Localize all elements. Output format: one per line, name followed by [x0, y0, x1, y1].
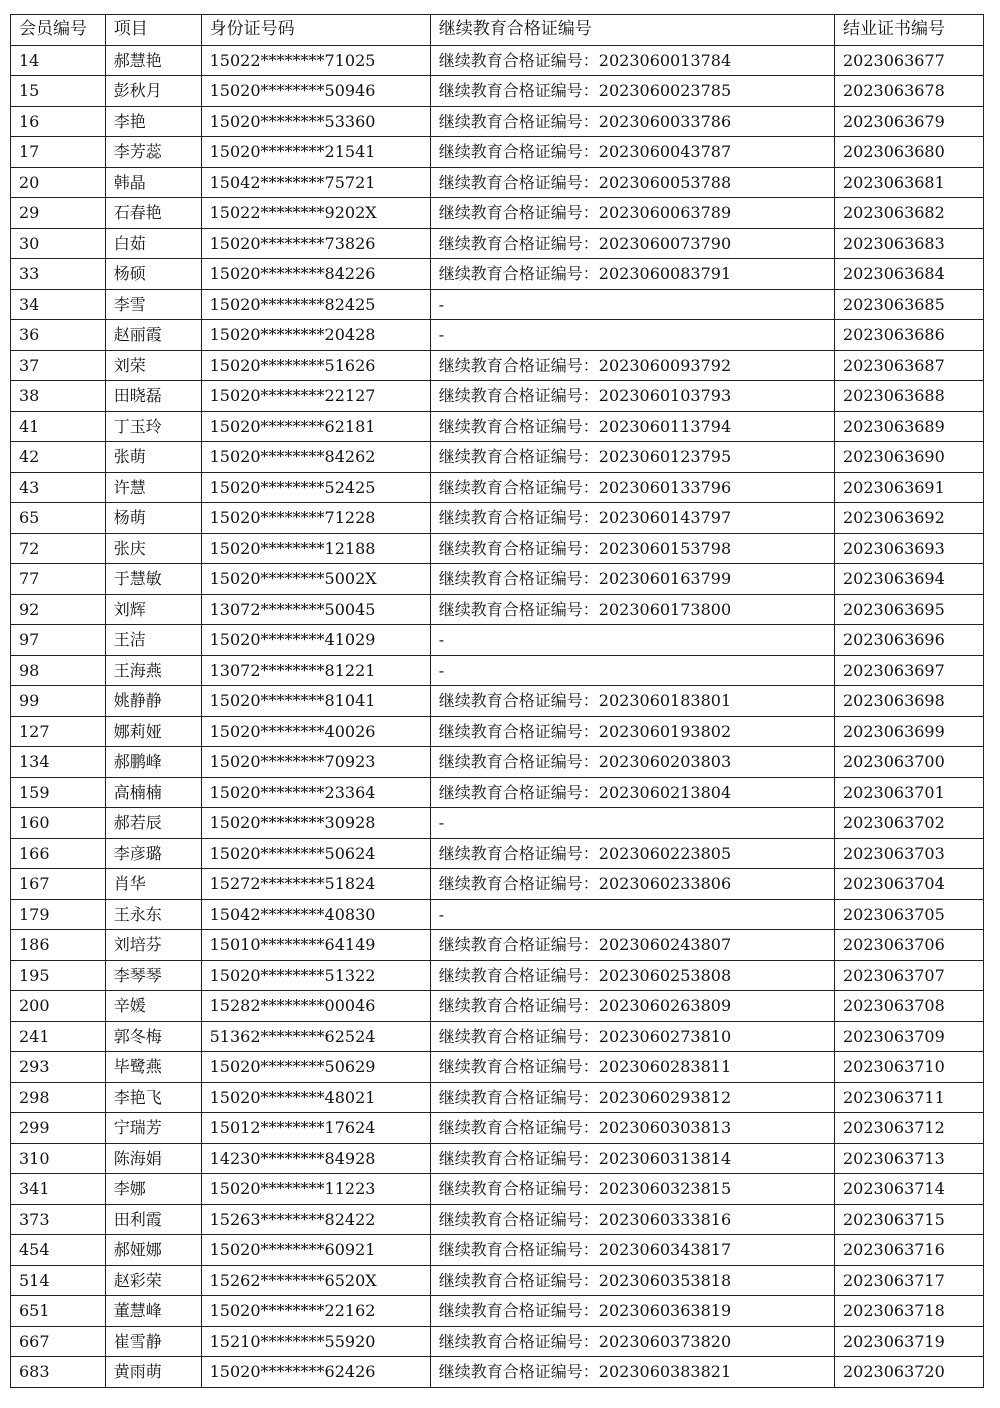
table-row [11, 442, 984, 473]
education-cert-cell: 继续教育合格证编号：2023060253808 [430, 960, 834, 991]
table-row [11, 594, 984, 625]
completion-cert-cell: 2023063713 [834, 1143, 983, 1174]
completion-cert-cell: 2023063699 [834, 716, 983, 747]
name-cell: 许慧 [105, 472, 201, 503]
education-cert-cell: 继续教育合格证编号：2023060133796 [430, 472, 834, 503]
id-number-cell: 15020********53360 [201, 106, 430, 137]
table-row [11, 320, 984, 351]
table-row [11, 45, 984, 76]
education-cert-cell: 继续教育合格证编号：2023060033786 [430, 106, 834, 137]
table-row [11, 1082, 984, 1113]
education-cert-cell: 继续教育合格证编号：2023060203803 [430, 747, 834, 778]
id-number-cell: 15020********50946 [201, 76, 430, 107]
header-id-number: 身份证号码 [201, 15, 430, 46]
education-cert-cell: 继续教育合格证编号：2023060323815 [430, 1174, 834, 1205]
name-cell: 白茹 [105, 228, 201, 259]
id-number-cell: 15020********12188 [201, 533, 430, 564]
id-number-cell: 15020********41029 [201, 625, 430, 656]
member-id-cell: 186 [11, 930, 106, 961]
table-row [11, 1113, 984, 1144]
name-cell: 王海燕 [105, 655, 201, 686]
completion-cert-cell: 2023063687 [834, 350, 983, 381]
name-cell: 董慧峰 [105, 1296, 201, 1327]
member-id-cell: 454 [11, 1235, 106, 1266]
member-id-cell: 99 [11, 686, 106, 717]
table-row [11, 716, 984, 747]
id-number-cell: 15020********21541 [201, 137, 430, 168]
id-number-cell: 15020********60921 [201, 1235, 430, 1266]
completion-cert-cell: 2023063693 [834, 533, 983, 564]
table-row [11, 1021, 984, 1052]
id-number-cell: 15020********48021 [201, 1082, 430, 1113]
name-cell: 刘荣 [105, 350, 201, 381]
member-id-cell: 341 [11, 1174, 106, 1205]
member-id-cell: 166 [11, 838, 106, 869]
member-id-cell: 159 [11, 777, 106, 808]
id-number-cell: 15020********20428 [201, 320, 430, 351]
member-id-cell: 14 [11, 45, 106, 76]
education-cert-cell: 继续教育合格证编号：2023060063789 [430, 198, 834, 229]
id-number-cell: 15020********50629 [201, 1052, 430, 1083]
completion-cert-cell: 2023063708 [834, 991, 983, 1022]
table-row [11, 899, 984, 930]
completion-cert-cell: 2023063709 [834, 1021, 983, 1052]
table-row [11, 198, 984, 229]
completion-cert-cell: 2023063707 [834, 960, 983, 991]
id-number-cell: 15020********5002X [201, 564, 430, 595]
table-row [11, 228, 984, 259]
table-row [11, 76, 984, 107]
name-cell: 王洁 [105, 625, 201, 656]
completion-cert-cell: 2023063710 [834, 1052, 983, 1083]
id-number-cell: 15020********22162 [201, 1296, 430, 1327]
id-number-cell: 15020********52425 [201, 472, 430, 503]
name-cell: 肖华 [105, 869, 201, 900]
id-number-cell: 15020********22127 [201, 381, 430, 412]
education-cert-cell: 继续教育合格证编号：2023060283811 [430, 1052, 834, 1083]
member-id-cell: 72 [11, 533, 106, 564]
education-cert-cell: - [430, 808, 834, 839]
id-number-cell: 15020********82425 [201, 289, 430, 320]
table-row [11, 411, 984, 442]
id-number-cell: 15020********84226 [201, 259, 430, 290]
table-row [11, 564, 984, 595]
table-row [11, 1143, 984, 1174]
completion-cert-cell: 2023063682 [834, 198, 983, 229]
education-cert-cell: 继续教育合格证编号：2023060073790 [430, 228, 834, 259]
completion-cert-cell: 2023063702 [834, 808, 983, 839]
completion-cert-cell: 2023063680 [834, 137, 983, 168]
member-id-cell: 179 [11, 899, 106, 930]
member-id-cell: 65 [11, 503, 106, 534]
name-cell: 张庆 [105, 533, 201, 564]
id-number-cell: 15020********70923 [201, 747, 430, 778]
id-number-cell: 15020********62181 [201, 411, 430, 442]
education-cert-cell: 继续教育合格证编号：2023060193802 [430, 716, 834, 747]
education-cert-cell: - [430, 899, 834, 930]
member-id-cell: 38 [11, 381, 106, 412]
table-row [11, 350, 984, 381]
name-cell: 韩晶 [105, 167, 201, 198]
id-number-cell: 15010********64149 [201, 930, 430, 961]
table-row [11, 960, 984, 991]
table-row [11, 808, 984, 839]
completion-cert-cell: 2023063690 [834, 442, 983, 473]
header-completion-cert: 结业证书编号 [834, 15, 983, 46]
name-cell: 高楠楠 [105, 777, 201, 808]
education-cert-cell: 继续教育合格证编号：2023060173800 [430, 594, 834, 625]
completion-cert-cell: 2023063694 [834, 564, 983, 595]
id-number-cell: 15020********62426 [201, 1357, 430, 1388]
name-cell: 毕鹭燕 [105, 1052, 201, 1083]
id-number-cell: 15042********40830 [201, 899, 430, 930]
id-number-cell: 15020********51626 [201, 350, 430, 381]
education-cert-cell: 继续教育合格证编号：2023060163799 [430, 564, 834, 595]
table-row [11, 533, 984, 564]
table-row [11, 503, 984, 534]
member-id-cell: 667 [11, 1326, 106, 1357]
completion-cert-cell: 2023063712 [834, 1113, 983, 1144]
member-id-cell: 683 [11, 1357, 106, 1388]
completion-cert-cell: 2023063720 [834, 1357, 983, 1388]
name-cell: 郝慧艳 [105, 45, 201, 76]
table-row [11, 747, 984, 778]
education-cert-cell: 继续教育合格证编号：2023060113794 [430, 411, 834, 442]
member-id-cell: 92 [11, 594, 106, 625]
table-row [11, 930, 984, 961]
education-cert-cell: 继续教育合格证编号：2023060103793 [430, 381, 834, 412]
name-cell: 陈海娟 [105, 1143, 201, 1174]
education-cert-cell: - [430, 320, 834, 351]
name-cell: 赵丽霞 [105, 320, 201, 351]
education-cert-cell: - [430, 625, 834, 656]
name-cell: 张萌 [105, 442, 201, 473]
table-row [11, 655, 984, 686]
completion-cert-cell: 2023063691 [834, 472, 983, 503]
table-row [11, 1265, 984, 1296]
name-cell: 于慧敏 [105, 564, 201, 595]
name-cell: 李雪 [105, 289, 201, 320]
completion-cert-cell: 2023063714 [834, 1174, 983, 1205]
completion-cert-cell: 2023063695 [834, 594, 983, 625]
education-cert-cell: 继续教育合格证编号：2023060273810 [430, 1021, 834, 1052]
header-row [11, 15, 984, 46]
id-number-cell: 15020********40026 [201, 716, 430, 747]
completion-cert-cell: 2023063706 [834, 930, 983, 961]
name-cell: 宁瑞芳 [105, 1113, 201, 1144]
member-id-cell: 651 [11, 1296, 106, 1327]
education-cert-cell: 继续教育合格证编号：2023060053788 [430, 167, 834, 198]
education-cert-cell: 继续教育合格证编号：2023060343817 [430, 1235, 834, 1266]
member-id-cell: 36 [11, 320, 106, 351]
id-number-cell: 15020********51322 [201, 960, 430, 991]
name-cell: 郝鹏峰 [105, 747, 201, 778]
member-id-cell: 15 [11, 76, 106, 107]
table-row [11, 1174, 984, 1205]
id-number-cell: 15012********17624 [201, 1113, 430, 1144]
id-number-cell: 15020********11223 [201, 1174, 430, 1205]
name-cell: 刘培芬 [105, 930, 201, 961]
table-row [11, 1235, 984, 1266]
name-cell: 李艳 [105, 106, 201, 137]
table-row [11, 1204, 984, 1235]
id-number-cell: 15020********50624 [201, 838, 430, 869]
completion-cert-cell: 2023063719 [834, 1326, 983, 1357]
member-id-cell: 37 [11, 350, 106, 381]
completion-cert-cell: 2023063715 [834, 1204, 983, 1235]
completion-cert-cell: 2023063697 [834, 655, 983, 686]
member-id-cell: 97 [11, 625, 106, 656]
id-number-cell: 15042********75721 [201, 167, 430, 198]
table-row [11, 777, 984, 808]
completion-cert-cell: 2023063681 [834, 167, 983, 198]
id-number-cell: 15020********73826 [201, 228, 430, 259]
completion-cert-cell: 2023063686 [834, 320, 983, 351]
education-cert-cell: 继续教育合格证编号：2023060383821 [430, 1357, 834, 1388]
member-id-cell: 34 [11, 289, 106, 320]
member-id-cell: 30 [11, 228, 106, 259]
completion-cert-cell: 2023063684 [834, 259, 983, 290]
header-education-cert: 继续教育合格证编号 [430, 15, 834, 46]
member-id-cell: 200 [11, 991, 106, 1022]
completion-cert-cell: 2023063689 [834, 411, 983, 442]
completion-cert-cell: 2023063704 [834, 869, 983, 900]
name-cell: 郝若辰 [105, 808, 201, 839]
completion-cert-cell: 2023063717 [834, 1265, 983, 1296]
completion-cert-cell: 2023063698 [834, 686, 983, 717]
education-cert-cell: 继续教育合格证编号：2023060293812 [430, 1082, 834, 1113]
table-row [11, 137, 984, 168]
member-id-cell: 17 [11, 137, 106, 168]
completion-cert-cell: 2023063688 [834, 381, 983, 412]
table-row [11, 167, 984, 198]
member-id-cell: 41 [11, 411, 106, 442]
id-number-cell: 15282********00046 [201, 991, 430, 1022]
member-id-cell: 299 [11, 1113, 106, 1144]
name-cell: 田晓磊 [105, 381, 201, 412]
id-number-cell: 14230********84928 [201, 1143, 430, 1174]
name-cell: 刘辉 [105, 594, 201, 625]
id-number-cell: 51362********62524 [201, 1021, 430, 1052]
education-cert-cell: 继续教育合格证编号：2023060363819 [430, 1296, 834, 1327]
name-cell: 李彦璐 [105, 838, 201, 869]
table-row [11, 289, 984, 320]
id-number-cell: 15272********51824 [201, 869, 430, 900]
member-id-cell: 29 [11, 198, 106, 229]
member-id-cell: 167 [11, 869, 106, 900]
member-id-cell: 127 [11, 716, 106, 747]
certificate-table [10, 14, 984, 1388]
education-cert-cell: 继续教育合格证编号：2023060043787 [430, 137, 834, 168]
table-row [11, 838, 984, 869]
completion-cert-cell: 2023063703 [834, 838, 983, 869]
member-id-cell: 16 [11, 106, 106, 137]
member-id-cell: 310 [11, 1143, 106, 1174]
id-number-cell: 15263********82422 [201, 1204, 430, 1235]
table-row [11, 1357, 984, 1388]
id-number-cell: 15022********9202X [201, 198, 430, 229]
id-number-cell: 15020********30928 [201, 808, 430, 839]
completion-cert-cell: 2023063685 [834, 289, 983, 320]
name-cell: 彭秋月 [105, 76, 201, 107]
name-cell: 黄雨萌 [105, 1357, 201, 1388]
education-cert-cell: 继续教育合格证编号：2023060093792 [430, 350, 834, 381]
education-cert-cell: 继续教育合格证编号：2023060353818 [430, 1265, 834, 1296]
member-id-cell: 42 [11, 442, 106, 473]
table-row [11, 991, 984, 1022]
completion-cert-cell: 2023063679 [834, 106, 983, 137]
table-row [11, 381, 984, 412]
table-row [11, 625, 984, 656]
education-cert-cell: 继续教育合格证编号：2023060263809 [430, 991, 834, 1022]
member-id-cell: 373 [11, 1204, 106, 1235]
completion-cert-cell: 2023063692 [834, 503, 983, 534]
education-cert-cell: 继续教育合格证编号：2023060223805 [430, 838, 834, 869]
name-cell: 王永东 [105, 899, 201, 930]
education-cert-cell: 继续教育合格证编号：2023060213804 [430, 777, 834, 808]
member-id-cell: 134 [11, 747, 106, 778]
education-cert-cell: 继续教育合格证编号：2023060083791 [430, 259, 834, 290]
name-cell: 郭冬梅 [105, 1021, 201, 1052]
member-id-cell: 20 [11, 167, 106, 198]
education-cert-cell: 继续教育合格证编号：2023060143797 [430, 503, 834, 534]
completion-cert-cell: 2023063718 [834, 1296, 983, 1327]
education-cert-cell: 继续教育合格证编号：2023060303813 [430, 1113, 834, 1144]
table-row [11, 472, 984, 503]
table-row [11, 106, 984, 137]
completion-cert-cell: 2023063683 [834, 228, 983, 259]
member-id-cell: 43 [11, 472, 106, 503]
name-cell: 李芳蕊 [105, 137, 201, 168]
header-item: 项目 [105, 15, 201, 46]
completion-cert-cell: 2023063716 [834, 1235, 983, 1266]
education-cert-cell: 继续教育合格证编号：2023060243807 [430, 930, 834, 961]
education-cert-cell: 继续教育合格证编号：2023060023785 [430, 76, 834, 107]
education-cert-cell: - [430, 655, 834, 686]
table-row [11, 686, 984, 717]
table-row [11, 1326, 984, 1357]
name-cell: 姚静静 [105, 686, 201, 717]
name-cell: 崔雪静 [105, 1326, 201, 1357]
id-number-cell: 13072********50045 [201, 594, 430, 625]
member-id-cell: 241 [11, 1021, 106, 1052]
member-id-cell: 77 [11, 564, 106, 595]
completion-cert-cell: 2023063696 [834, 625, 983, 656]
member-id-cell: 160 [11, 808, 106, 839]
name-cell: 赵彩荣 [105, 1265, 201, 1296]
education-cert-cell: 继续教育合格证编号：2023060013784 [430, 45, 834, 76]
name-cell: 辛媛 [105, 991, 201, 1022]
completion-cert-cell: 2023063701 [834, 777, 983, 808]
completion-cert-cell: 2023063700 [834, 747, 983, 778]
education-cert-cell: 继续教育合格证编号：2023060373820 [430, 1326, 834, 1357]
member-id-cell: 514 [11, 1265, 106, 1296]
completion-cert-cell: 2023063678 [834, 76, 983, 107]
completion-cert-cell: 2023063705 [834, 899, 983, 930]
education-cert-cell: 继续教育合格证编号：2023060313814 [430, 1143, 834, 1174]
header-member-id: 会员编号 [11, 15, 106, 46]
education-cert-cell: 继续教育合格证编号：2023060233806 [430, 869, 834, 900]
name-cell: 杨萌 [105, 503, 201, 534]
name-cell: 李琴琴 [105, 960, 201, 991]
table-row [11, 869, 984, 900]
id-number-cell: 15020********23364 [201, 777, 430, 808]
name-cell: 杨硕 [105, 259, 201, 290]
education-cert-cell: 继续教育合格证编号：2023060123795 [430, 442, 834, 473]
name-cell: 李艳飞 [105, 1082, 201, 1113]
completion-cert-cell: 2023063711 [834, 1082, 983, 1113]
table-row [11, 259, 984, 290]
id-number-cell: 13072********81221 [201, 655, 430, 686]
id-number-cell: 15262********6520X [201, 1265, 430, 1296]
id-number-cell: 15020********81041 [201, 686, 430, 717]
member-id-cell: 98 [11, 655, 106, 686]
education-cert-cell: 继续教育合格证编号：2023060183801 [430, 686, 834, 717]
member-id-cell: 293 [11, 1052, 106, 1083]
table-row [11, 1296, 984, 1327]
id-number-cell: 15210********55920 [201, 1326, 430, 1357]
id-number-cell: 15020********84262 [201, 442, 430, 473]
id-number-cell: 15020********71228 [201, 503, 430, 534]
name-cell: 丁玉玲 [105, 411, 201, 442]
member-id-cell: 195 [11, 960, 106, 991]
name-cell: 郝娅娜 [105, 1235, 201, 1266]
education-cert-cell: 继续教育合格证编号：2023060153798 [430, 533, 834, 564]
name-cell: 田利霞 [105, 1204, 201, 1235]
completion-cert-cell: 2023063677 [834, 45, 983, 76]
member-id-cell: 298 [11, 1082, 106, 1113]
id-number-cell: 15022********71025 [201, 45, 430, 76]
table-row [11, 1052, 984, 1083]
name-cell: 娜莉娅 [105, 716, 201, 747]
name-cell: 石春艳 [105, 198, 201, 229]
name-cell: 李娜 [105, 1174, 201, 1205]
education-cert-cell: 继续教育合格证编号：2023060333816 [430, 1204, 834, 1235]
education-cert-cell: - [430, 289, 834, 320]
member-id-cell: 33 [11, 259, 106, 290]
